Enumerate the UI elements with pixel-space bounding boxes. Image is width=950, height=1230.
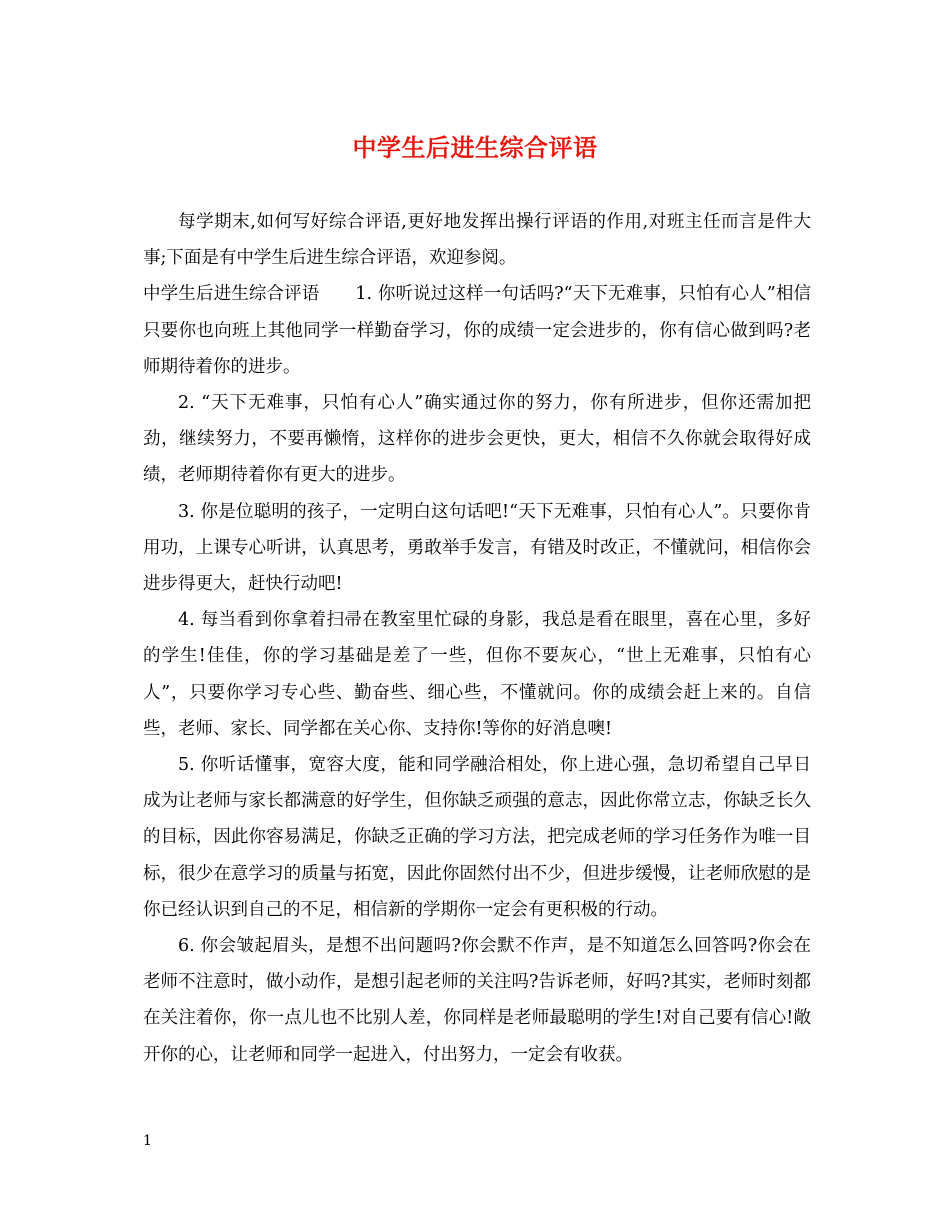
- document-body: [143, 204, 811, 1073]
- comment-item-1-text: 1. 你听说过这样一句话吗?“天下无难事，只怕有心人”相信只要你也向班上其他同学一样勤奋学习，你的成绩一定会进步的，你有信心做到吗?老师期待着你的进步。: [143, 284, 811, 377]
- comment-item-5: 5. 你听话懂事，宽容大度，能和同学融洽相处，你上进心强，急切希望自己早日成为让老师与家长都满意的好学生，但你缺乏顽强的意志，因此你常立志，你缺乏长久的目标，因此你容易满足，你缺乏正确的学习方法，把完成老师的学习任务作为唯一目标，很少在意学习的质量与拓宽，因此你固然付出不少，但进步缓慢，让老师欣慰的是你已经认识到自己的不足，相信新的学期你一定会有更积极的行动。: [143, 755, 811, 920]
- subheading: 中学生后进生综合评语: [143, 284, 320, 305]
- comment-item-3: 3. 你是位聪明的孩子，一定明白这句话吧!“天下无难事，只怕有心人”。只要你肯用功，上课专心听讲，认真思考，勇敢举手发言，有错及时改正，不懂就问，相信你会进步得更大，赶快行动吧!: [143, 501, 811, 595]
- comment-item-4: 4. 每当看到你拿着扫帚在教室里忙碌的身影，我总是看在眼里，喜在心里，多好的学生!佳佳，你的学习基础是差了一些，但你不要灰心，“世上无难事，只怕有心人”，只要你学习专心些、勤奋些、细心些，不懂就问。你的成绩会赶上来的。自信些，老师、家长、同学都在关心你、支持你!等你的好消息噢!: [143, 610, 811, 739]
- page-number: 1: [143, 1133, 152, 1149]
- comment-item-2: 2. “天下无难事，只怕有心人”确实通过你的努力，你有所进步，但你还需加把劲，继续努力，不要再懒惰，这样你的进步会更快，更大，相信不久你就会取得好成绩，老师期待着你有更大的进步。: [143, 393, 811, 486]
- intro-paragraph: 每学期末,如何写好综合评语,更好地发挥出操行评语的作用,对班主任而言是件大事;下面是有中学生后进生综合评语，欢迎参阅。: [143, 212, 811, 269]
- comment-item-6: 6. 你会皱起眉头，是想不出问题吗?你会默不作声，是不知道怎么回答吗?你会在老师不注意时，做小动作，是想引起老师的关注吗?告诉老师，好吗?其实，老师时刻都在关注着你，你一点儿也不比别人差，你同样是老师最聪明的学生!对自己要有信心!敞开你的心，让老师和同学一起进入，付出努力，一定会有收获。: [143, 936, 811, 1065]
- comment-item-1: [143, 276, 811, 385]
- document-title: 中学生后进生综合评语: [352, 133, 598, 162]
